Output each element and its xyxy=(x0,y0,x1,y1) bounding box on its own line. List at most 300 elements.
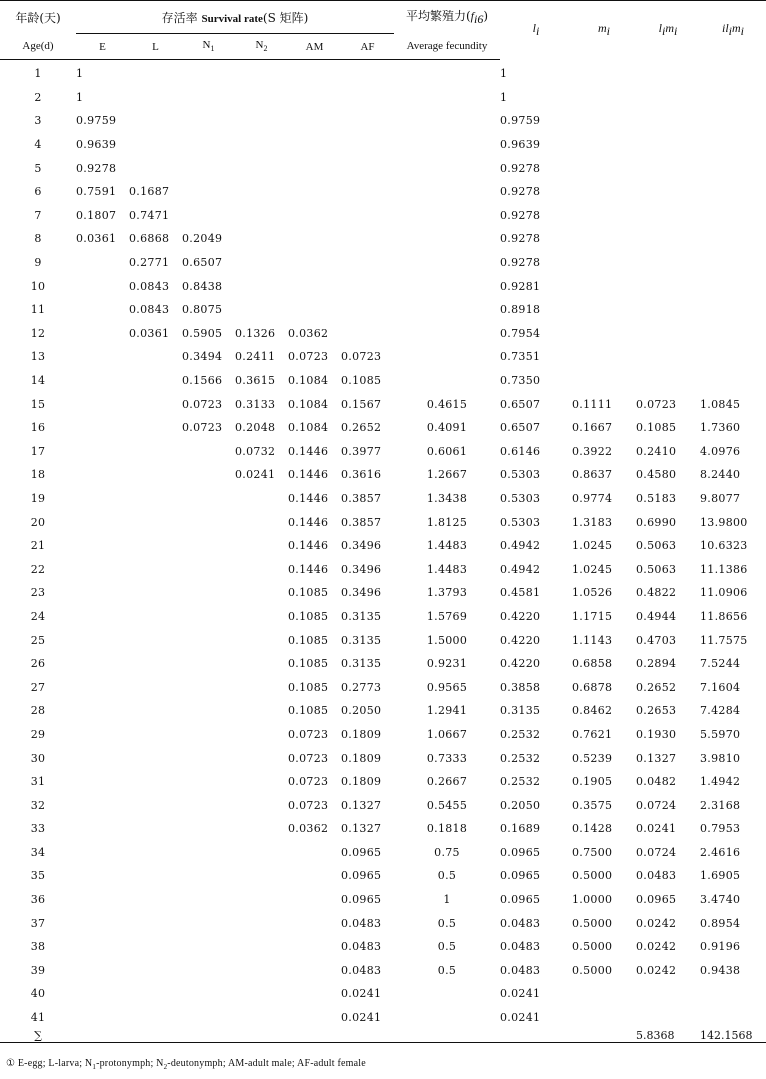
cell-mi: 0.3575 xyxy=(572,798,613,812)
cell-n1 xyxy=(182,628,235,652)
footnote-mark: ① xyxy=(6,1058,16,1069)
cell-n2 xyxy=(235,156,288,180)
table-row xyxy=(0,534,766,558)
cell-age: 17 xyxy=(30,444,46,458)
cell-li: 0.4581 xyxy=(500,586,541,600)
cell-mi xyxy=(572,133,636,157)
cell-ilimi xyxy=(700,322,766,346)
table-row xyxy=(0,274,766,298)
cell-n2 xyxy=(235,1006,288,1030)
cell-af: 0.3616 xyxy=(341,468,382,482)
cell-e xyxy=(76,392,129,416)
cell-li: 0.9278 xyxy=(500,208,541,222)
cell-f: 0.1818 xyxy=(426,822,468,836)
cell-ilimi xyxy=(700,204,766,228)
cell-age: 26 xyxy=(30,657,46,671)
cell-age: 25 xyxy=(30,633,46,647)
table-row xyxy=(0,345,766,369)
cell-age: 34 xyxy=(30,845,46,859)
cell-l xyxy=(129,392,182,416)
cell-limi: 0.1085 xyxy=(636,421,677,435)
cell-ilimi: 13.9800 xyxy=(700,515,748,529)
cell-limi: 0.0242 xyxy=(636,963,677,977)
cell-age: 7 xyxy=(34,208,42,222)
cell-e xyxy=(76,817,129,841)
survival-rate-header: 存活率 Survival rate(S 矩阵) xyxy=(76,1,394,34)
cell-f: 0.4615 xyxy=(426,397,468,411)
cell-l xyxy=(129,841,182,865)
cell-l xyxy=(129,557,182,581)
cell-n2: 0.0241 xyxy=(235,468,276,482)
cell-age: 33 xyxy=(30,822,46,836)
cell-n2 xyxy=(235,628,288,652)
cell-limi xyxy=(636,251,700,275)
cell-n1 xyxy=(182,581,235,605)
cell-limi xyxy=(636,1006,700,1030)
cell-n1 xyxy=(182,888,235,912)
cell-age: 31 xyxy=(30,775,46,789)
cell-am xyxy=(288,227,341,251)
cell-ilimi xyxy=(700,180,766,204)
cell-ilimi: 0.8954 xyxy=(700,916,741,930)
cell-li: 0.0483 xyxy=(500,916,541,930)
cell-age: 14 xyxy=(30,374,46,388)
table-row xyxy=(0,793,766,817)
cell-am xyxy=(288,251,341,275)
cell-mi: 1.3183 xyxy=(572,515,613,529)
cell-am xyxy=(288,959,341,983)
cell-am xyxy=(288,60,341,86)
cell-af: 0.0483 xyxy=(341,940,382,954)
cell-n2 xyxy=(235,723,288,747)
cell-f: 0.4091 xyxy=(426,421,468,435)
table-row xyxy=(0,227,766,251)
cell-am: 0.1084 xyxy=(288,397,329,411)
cell-l xyxy=(129,156,182,180)
cell-n2 xyxy=(235,227,288,251)
table-row xyxy=(0,699,766,723)
col-header-am: AM xyxy=(288,34,341,60)
cell-age: 21 xyxy=(30,539,46,553)
table-row xyxy=(0,180,766,204)
cell-e xyxy=(76,510,129,534)
cell-li: 0.9639 xyxy=(500,138,541,152)
cell-li: 1 xyxy=(500,67,508,81)
cell-li: 0.4220 xyxy=(500,609,541,623)
cell-am: 0.1085 xyxy=(288,633,329,647)
cell-mi xyxy=(572,251,636,275)
table-row xyxy=(0,557,766,581)
cell-af xyxy=(341,86,394,110)
cell-age: 30 xyxy=(30,751,46,765)
table-row xyxy=(0,156,766,180)
cell-e: 0.0361 xyxy=(76,232,117,246)
cell-l xyxy=(129,959,182,983)
cell-li: 0.5303 xyxy=(500,515,541,529)
cell-af: 0.3857 xyxy=(341,515,382,529)
col-header-n2: $N_2$ xyxy=(235,34,288,60)
cell-limi: 0.5063 xyxy=(636,562,677,576)
cell-n2 xyxy=(235,888,288,912)
cell-ilimi xyxy=(700,251,766,275)
cell-am xyxy=(288,298,341,322)
cell-e: 1 xyxy=(76,90,84,104)
cell-age: 2 xyxy=(34,90,42,104)
cell-mi xyxy=(572,227,636,251)
cell-am xyxy=(288,156,341,180)
cell-l xyxy=(129,109,182,133)
cell-ilimi xyxy=(700,369,766,393)
cell-f xyxy=(394,322,500,346)
cell-af: 0.2652 xyxy=(341,421,382,435)
cell-ilimi: 9.8077 xyxy=(700,491,741,505)
cell-e xyxy=(76,675,129,699)
cell-mi xyxy=(572,298,636,322)
cell-l xyxy=(129,935,182,959)
cell-am: 0.1446 xyxy=(288,468,329,482)
cell-ilimi xyxy=(700,156,766,180)
cell-n1: 0.0723 xyxy=(182,421,223,435)
cell-af: 0.3857 xyxy=(341,491,382,505)
cell-mi: 1.1715 xyxy=(572,609,613,623)
cell-af: 0.1327 xyxy=(341,798,382,812)
col-header-l: L xyxy=(129,34,182,60)
cell-e xyxy=(76,723,129,747)
cell-n1: 0.8075 xyxy=(182,303,223,317)
cell-age: 41 xyxy=(30,1011,46,1025)
cell-af: 0.2050 xyxy=(341,704,382,718)
cell-am: 0.1084 xyxy=(288,374,329,388)
cell-limi: 0.2653 xyxy=(636,704,677,718)
cell-n1 xyxy=(182,675,235,699)
cell-l xyxy=(129,793,182,817)
cell-limi: 0.1930 xyxy=(636,727,677,741)
cell-e xyxy=(76,463,129,487)
cell-e: 0.9759 xyxy=(76,114,117,128)
cell-l xyxy=(129,628,182,652)
table-row xyxy=(0,770,766,794)
cell-li: 0.0965 xyxy=(500,893,541,907)
cell-f xyxy=(394,86,500,110)
cell-e xyxy=(76,935,129,959)
cell-l xyxy=(129,487,182,511)
cell-e: 0.7591 xyxy=(76,185,117,199)
cell-f: 0.5 xyxy=(437,940,457,954)
cell-limi xyxy=(636,982,700,1006)
cell-li: 0.9278 xyxy=(500,185,541,199)
cell-age: 6 xyxy=(34,185,42,199)
cell-l xyxy=(129,463,182,487)
cell-f xyxy=(394,298,500,322)
cell-f: 0.5455 xyxy=(426,798,468,812)
cell-f: 1.5000 xyxy=(426,633,468,647)
cell-mi: 0.9774 xyxy=(572,491,613,505)
cell-li: 0.2532 xyxy=(500,775,541,789)
cell-am: 0.1085 xyxy=(288,586,329,600)
cell-e xyxy=(76,322,129,346)
cell-n1: 0.8438 xyxy=(182,279,223,293)
cell-l xyxy=(129,746,182,770)
cell-n1 xyxy=(182,746,235,770)
footnote: ① E-egg; L-larva; $N_1$-protonymph; $N_2$-deutonymph; AM-adult male; AF-adult female xyxy=(6,1058,366,1071)
cell-f: 1.2667 xyxy=(426,468,468,482)
cell-e xyxy=(76,416,129,440)
cell-l xyxy=(129,605,182,629)
cell-n2 xyxy=(235,251,288,275)
li-header: $l_i$ xyxy=(532,21,540,39)
cell-mi: 0.1428 xyxy=(572,822,613,836)
table-row xyxy=(0,251,766,275)
cell-am xyxy=(288,841,341,865)
cell-am xyxy=(288,204,341,228)
cell-f: 0.6061 xyxy=(426,444,468,458)
cell-l xyxy=(129,133,182,157)
cell-limi xyxy=(636,204,700,228)
table-row xyxy=(0,510,766,534)
cell-l xyxy=(129,581,182,605)
cell-limi: 0.0723 xyxy=(636,397,677,411)
cell-l xyxy=(129,60,182,86)
cell-li: 0.2050 xyxy=(500,798,541,812)
cell-af: 0.3135 xyxy=(341,633,382,647)
cell-limi: 0.0965 xyxy=(636,893,677,907)
cell-ilimi xyxy=(700,227,766,251)
cell-e xyxy=(76,628,129,652)
cell-l xyxy=(129,770,182,794)
cell-ilimi: 11.1386 xyxy=(700,562,748,576)
cell-af xyxy=(341,156,394,180)
cell-af: 0.1809 xyxy=(341,775,382,789)
cell-mi xyxy=(572,982,636,1006)
cell-af: 0.0483 xyxy=(341,916,382,930)
cell-l xyxy=(129,652,182,676)
cell-n2 xyxy=(235,534,288,558)
cell-e xyxy=(76,959,129,983)
cell-n1 xyxy=(182,652,235,676)
cell-am xyxy=(288,109,341,133)
table-row xyxy=(0,487,766,511)
cell-mi: 0.3922 xyxy=(572,444,613,458)
cell-af xyxy=(341,204,394,228)
cell-ilimi: 0.9196 xyxy=(700,940,741,954)
cell-n2 xyxy=(235,204,288,228)
cell-af: 0.0965 xyxy=(341,893,382,907)
cell-e xyxy=(76,298,129,322)
cell-f xyxy=(394,60,500,86)
cell-n1 xyxy=(182,770,235,794)
cell-e xyxy=(76,652,129,676)
cell-ilimi: 11.0906 xyxy=(700,586,748,600)
cell-mi: 0.5239 xyxy=(572,751,613,765)
col-header-n1: $N_1$ xyxy=(182,34,235,60)
cell-age: 40 xyxy=(30,987,46,1001)
cell-li: 0.7350 xyxy=(500,374,541,388)
cell-li: 0.6507 xyxy=(500,397,541,411)
table-row xyxy=(0,959,766,983)
cell-f: 0.7333 xyxy=(426,751,468,765)
table-row xyxy=(0,133,766,157)
cell-n2 xyxy=(235,935,288,959)
cell-af: 0.1567 xyxy=(341,397,382,411)
cell-af xyxy=(341,109,394,133)
cell-ilimi: 7.4284 xyxy=(700,704,741,718)
cell-limi: 0.4822 xyxy=(636,586,677,600)
table-row xyxy=(0,864,766,888)
age-header-en: Age(d) xyxy=(0,34,76,60)
cell-am: 0.1446 xyxy=(288,491,329,505)
cell-limi: 0.0724 xyxy=(636,845,677,859)
cell-l: 0.0843 xyxy=(129,303,170,317)
cell-f: 1.4483 xyxy=(426,562,468,576)
sum-row xyxy=(0,1029,766,1043)
cell-age: 8 xyxy=(34,232,42,246)
cell-ilimi xyxy=(700,298,766,322)
cell-limi: 0.0482 xyxy=(636,775,677,789)
cell-li: 0.1689 xyxy=(500,822,541,836)
cell-e xyxy=(76,911,129,935)
table-row xyxy=(0,60,766,86)
cell-limi xyxy=(636,156,700,180)
cell-f xyxy=(394,180,500,204)
cell-mi: 1.1143 xyxy=(572,633,613,647)
cell-mi xyxy=(572,345,636,369)
table-row xyxy=(0,298,766,322)
cell-l xyxy=(129,86,182,110)
cell-ilimi: 2.4616 xyxy=(700,845,741,859)
cell-e: 0.9639 xyxy=(76,138,117,152)
cell-n2 xyxy=(235,793,288,817)
table-row xyxy=(0,888,766,912)
table-row xyxy=(0,935,766,959)
cell-limi xyxy=(636,369,700,393)
life-table-body xyxy=(0,60,766,1030)
table-row xyxy=(0,1006,766,1030)
cell-af: 0.3496 xyxy=(341,539,382,553)
cell-am: 0.1446 xyxy=(288,444,329,458)
cell-n2 xyxy=(235,298,288,322)
cell-age: 38 xyxy=(30,940,46,954)
cell-l: 0.1687 xyxy=(129,185,170,199)
cell-mi: 1.0000 xyxy=(572,893,613,907)
cell-limi xyxy=(636,109,700,133)
cell-e xyxy=(76,793,129,817)
cell-af: 0.3977 xyxy=(341,444,382,458)
cell-n1 xyxy=(182,487,235,511)
cell-age: 13 xyxy=(30,350,46,364)
table-row xyxy=(0,109,766,133)
cell-ilimi: 7.5244 xyxy=(700,657,741,671)
cell-f xyxy=(394,1006,500,1030)
cell-ilimi: 10.6323 xyxy=(700,539,748,553)
cell-mi: 0.8462 xyxy=(572,704,613,718)
cell-am xyxy=(288,86,341,110)
cell-f: 1.8125 xyxy=(426,515,468,529)
cell-li: 0.8918 xyxy=(500,303,541,317)
cell-e xyxy=(76,440,129,464)
cell-f: 0.9565 xyxy=(426,680,468,694)
cell-e: 0.9278 xyxy=(76,161,117,175)
cell-mi: 1.0245 xyxy=(572,562,613,576)
cell-af: 0.3496 xyxy=(341,586,382,600)
cell-age: 3 xyxy=(34,114,42,128)
cell-mi xyxy=(572,274,636,298)
cell-li: 0.4942 xyxy=(500,562,541,576)
cell-n1 xyxy=(182,109,235,133)
table-row xyxy=(0,86,766,110)
cell-n2 xyxy=(235,652,288,676)
cell-n1: 0.5905 xyxy=(182,326,223,340)
cell-ilimi: 8.2440 xyxy=(700,468,741,482)
cell-li: 0.3135 xyxy=(500,704,541,718)
sum-limi: 5.8368 xyxy=(636,1029,700,1043)
cell-f xyxy=(394,204,500,228)
cell-li: 0.2532 xyxy=(500,751,541,765)
cell-n1 xyxy=(182,959,235,983)
cell-af xyxy=(341,60,394,86)
cell-f xyxy=(394,156,500,180)
cell-age: 32 xyxy=(30,798,46,812)
cell-ilimi: 2.3168 xyxy=(700,798,741,812)
fecundity-header-en: Average fecundity xyxy=(394,34,500,60)
cell-n1 xyxy=(182,605,235,629)
cell-n2 xyxy=(235,86,288,110)
cell-e xyxy=(76,864,129,888)
table-row xyxy=(0,723,766,747)
cell-li: 0.0241 xyxy=(500,987,541,1001)
cell-n2 xyxy=(235,60,288,86)
cell-am xyxy=(288,888,341,912)
cell-limi: 0.0242 xyxy=(636,916,677,930)
cell-l xyxy=(129,675,182,699)
cell-f: 0.75 xyxy=(434,845,460,859)
cell-limi: 0.0483 xyxy=(636,869,677,883)
cell-l xyxy=(129,911,182,935)
cell-n2 xyxy=(235,180,288,204)
cell-li: 0.9278 xyxy=(500,161,541,175)
cell-e xyxy=(76,888,129,912)
cell-am xyxy=(288,911,341,935)
table-row xyxy=(0,746,766,770)
cell-n1: 0.6507 xyxy=(182,256,223,270)
cell-af: 0.0965 xyxy=(341,845,382,859)
cell-n2 xyxy=(235,557,288,581)
cell-limi: 0.2652 xyxy=(636,680,677,694)
cell-n1 xyxy=(182,935,235,959)
cell-e xyxy=(76,581,129,605)
cell-li: 0.9278 xyxy=(500,232,541,246)
cell-n1: 0.0723 xyxy=(182,397,223,411)
cell-ilimi: 7.1604 xyxy=(700,680,741,694)
cell-af: 0.1809 xyxy=(341,727,382,741)
mi-header: $m_i$ xyxy=(597,21,610,39)
cell-n1 xyxy=(182,1006,235,1030)
cell-n1 xyxy=(182,557,235,581)
cell-li: 1 xyxy=(500,90,508,104)
cell-f xyxy=(394,251,500,275)
cell-age: 5 xyxy=(34,161,42,175)
cell-l xyxy=(129,817,182,841)
cell-limi: 0.1327 xyxy=(636,751,677,765)
cell-am xyxy=(288,133,341,157)
cell-l xyxy=(129,864,182,888)
cell-li: 0.0483 xyxy=(500,963,541,977)
cell-af: 0.0723 xyxy=(341,350,382,364)
cell-ilimi: 11.8656 xyxy=(700,609,748,623)
sum-symbol: ∑ xyxy=(0,1029,76,1043)
cell-age: 12 xyxy=(30,326,46,340)
table-row xyxy=(0,841,766,865)
cell-mi: 0.5000 xyxy=(572,940,613,954)
